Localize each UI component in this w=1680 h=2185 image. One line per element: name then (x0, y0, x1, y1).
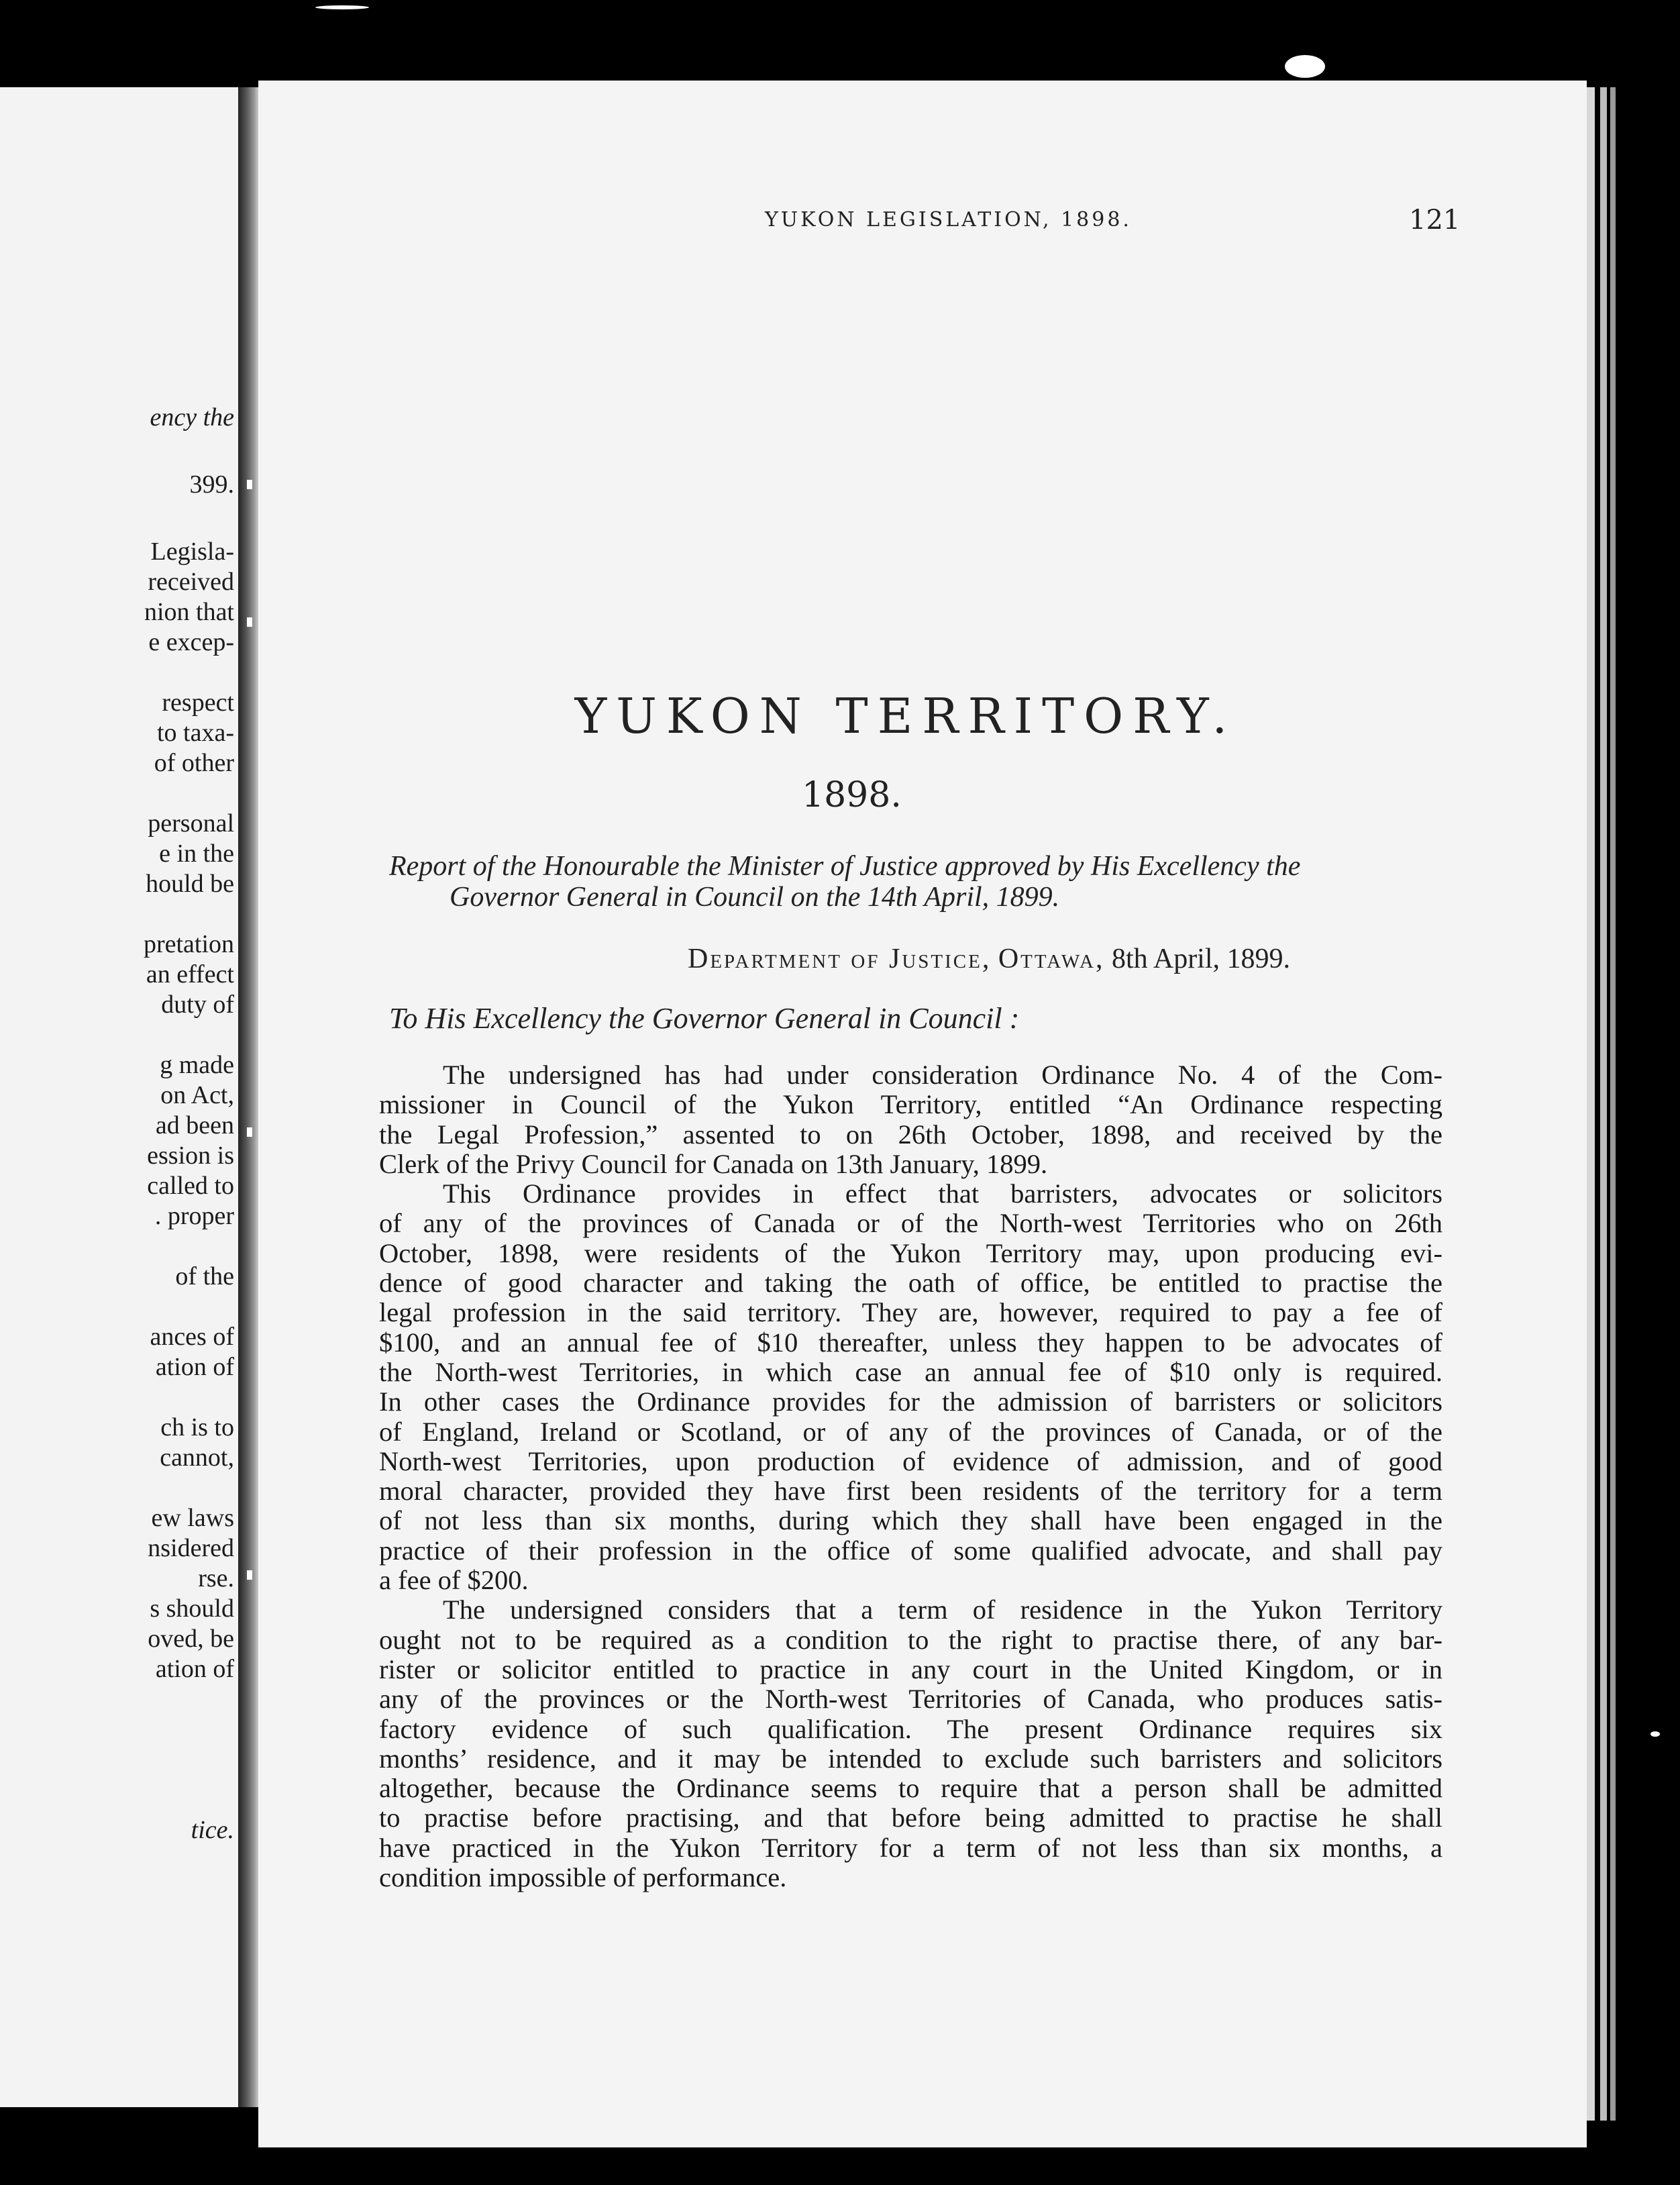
body-line: Clerk of the Privy Council for Canada on 13th January, 1899. (379, 1148, 1048, 1179)
dateline (688, 943, 1290, 975)
running-head: YUKON LEGISLATION, 1898. (765, 208, 1132, 232)
page-number: 121 (1409, 205, 1461, 236)
body-line: of England, Ireland or Scotland, or of any of the provinces of Canada, or of the (379, 1416, 1442, 1447)
left-page-line: ation of (155, 1353, 234, 1381)
left-page-line: ew laws (151, 1504, 234, 1532)
left-page-line: . proper (154, 1202, 234, 1230)
left-page-line: to taxa- (156, 719, 234, 747)
left-page-line: of the (175, 1262, 234, 1290)
left-page-line: of other (154, 749, 234, 777)
body-line: of not less than six months, during which they shall have been engaged in the (379, 1505, 1442, 1536)
body-line: months’ residence, and it may be intended to exclude such barristers and solicitors (379, 1743, 1442, 1774)
left-page-line: ad been (155, 1111, 234, 1139)
scan-speck (1285, 55, 1325, 78)
body-line: legal profession in the said territory. They are, however, required to pay a fee of (379, 1297, 1442, 1328)
body-line: a fee of $200. (379, 1565, 529, 1596)
left-page-line: nion that (144, 598, 234, 626)
left-page-line: called to (147, 1172, 234, 1200)
page-edge-strip (1587, 87, 1595, 2121)
dateline-department: Department of Justice, (688, 944, 992, 974)
left-page-line: nsidered (148, 1534, 234, 1562)
left-page-line: pretation (143, 930, 234, 958)
binding-mark (247, 1570, 252, 1580)
left-page-line: 399. (189, 470, 234, 499)
document-year: 1898. (802, 775, 902, 815)
left-page-line: duty of (161, 990, 234, 1019)
left-page-line: hould be (146, 870, 234, 898)
left-page-line: e excep- (148, 628, 234, 656)
body-line: October, 1898, were residents of the Yukon Territory may, upon producing evi- (379, 1237, 1442, 1268)
body-line: the North-west Territories, in which case an annual fee of $10 only is required. (379, 1356, 1442, 1387)
body-line: to practise before practising, and that before being admitted to practise he shall (379, 1802, 1442, 1833)
body-line: ought not to be required as a condition to the right to practise there, of any bar- (379, 1624, 1442, 1655)
body-line: condition impossible of performance. (379, 1862, 787, 1893)
book-gutter (238, 87, 258, 2107)
left-page-line: respect (162, 689, 234, 717)
body-line: $100, and an annual fee of $10 thereafter, unless they happen to be advocates of (379, 1327, 1442, 1358)
salutation: To His Excellency the Governor General in Council : (389, 1002, 1020, 1035)
left-page-line: g made (160, 1051, 234, 1079)
report-line-1: Report of the Honourable the Minister of Justice approved by His Excellency the (389, 851, 1301, 882)
body-line: the Legal Profession,” assented to on 26th October, 1898, and received by the (379, 1119, 1442, 1150)
body-line: rister or solicitor entitled to practice in any court in the United Kingdom, or in (379, 1654, 1442, 1684)
left-page-line: oved, be (148, 1625, 234, 1653)
left-page-line: an effect (146, 960, 234, 988)
body-line: This Ordinance provides in effect that barristers, advocates or solicitors (443, 1178, 1442, 1209)
report-line-2: Governor General in Council on the 14th April, 1899. (450, 882, 1060, 913)
body-line: factory evidence of such qualification. The present Ordinance requires six (379, 1713, 1442, 1744)
left-page-line: received (148, 568, 234, 596)
body-line: altogether, because the Ordinance seems to require that a person shall be admitted (379, 1773, 1442, 1804)
body-line: of any of the provinces of Canada or of the North-west Territories who on 26th (379, 1208, 1442, 1239)
body-line: moral character, provided they have first been residents of the territory for a term (379, 1476, 1442, 1507)
binding-mark (247, 617, 252, 627)
body-line: any of the provinces or the North-west Territories of Canada, who produces satis- (379, 1684, 1442, 1715)
body-line: In other cases the Ordinance provides for the admission of barristers or solicitors (379, 1386, 1442, 1417)
left-page-line: Legisla- (150, 538, 234, 566)
left-page-line: ession is (147, 1141, 234, 1170)
scan-speck (1650, 1731, 1660, 1737)
report-heading (389, 851, 1436, 913)
left-page-line: tice. (191, 1816, 234, 1844)
scan-speck (315, 5, 369, 9)
binding-mark (247, 480, 252, 489)
left-page-line: personal (148, 809, 234, 837)
body-line: practice of their profession in the office of some qualified advocate, and shall pay (379, 1535, 1442, 1566)
left-page-line: ch is to (160, 1413, 234, 1441)
left-page-line: rse. (198, 1564, 234, 1592)
left-page-line: on Act, (160, 1081, 234, 1109)
body-line: have practiced in the Yukon Territory for a term of not less than six months, a (379, 1832, 1442, 1863)
left-page-line: e in the (159, 840, 234, 868)
left-page-line: cannot, (160, 1443, 234, 1472)
page-edge-strip (1610, 87, 1616, 2121)
left-page-line: s should (150, 1594, 234, 1623)
left-page-line: ency the (150, 403, 234, 431)
dateline-city: Ottawa, (998, 944, 1105, 974)
left-page-line: ation of (155, 1655, 234, 1683)
body-line: North-west Territories, upon production of evidence of admission, and of good (379, 1445, 1442, 1476)
body-line: missioner in Council of the Yukon Territory, entitled “An Ordinance respecting (379, 1089, 1442, 1120)
body-line: dence of good character and taking the oath of office, be entitled to practise the (379, 1268, 1442, 1299)
dateline-date: 8th April, 1899. (1112, 944, 1291, 974)
document-title: YUKON TERRITORY. (574, 688, 1237, 744)
body-line: The undersigned considers that a term of residence in the Yukon Territory (443, 1594, 1442, 1625)
left-page-line: ances of (150, 1323, 234, 1351)
binding-mark (247, 1127, 252, 1137)
body-line: The undersigned has had under consideration Ordinance No. 4 of the Com- (443, 1060, 1442, 1090)
left-page-fragment (0, 87, 238, 2107)
body-text (379, 1060, 1442, 1892)
page-edge-strip (1600, 87, 1607, 2121)
